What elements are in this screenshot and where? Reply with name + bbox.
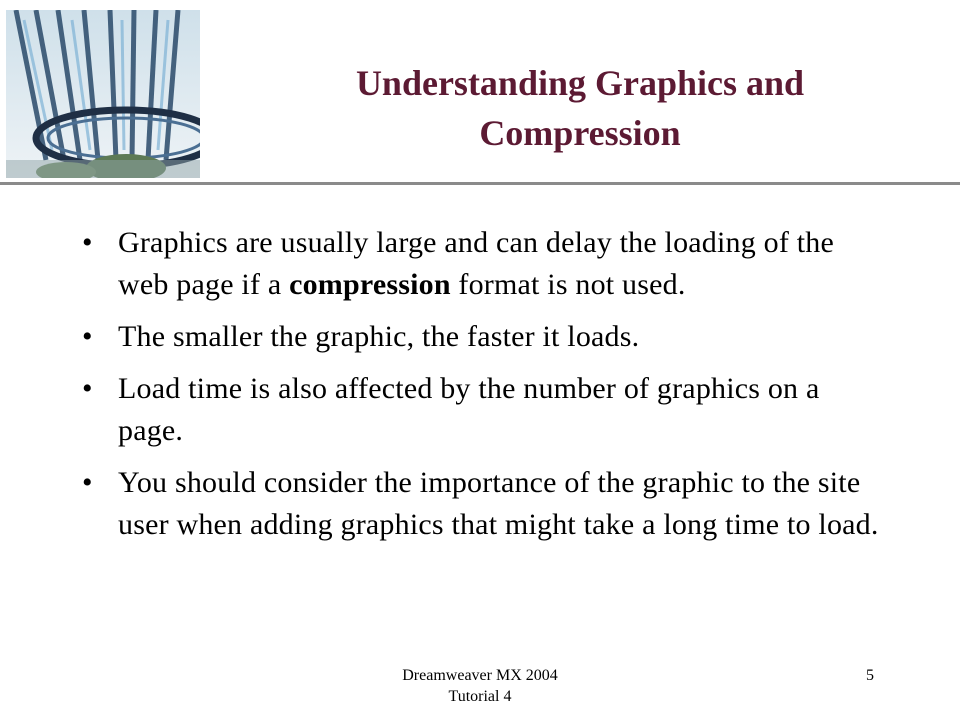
slide-title-line-1: Understanding Graphics and — [355, 63, 805, 103]
footer-caption — [330, 665, 630, 707]
bullet-item-2 — [80, 316, 880, 358]
slide-title-line-2: Compression — [479, 113, 681, 153]
bullet-marker: • — [82, 226, 93, 259]
bullet-item-3-text: Load time is also affected by the number of graphics on a page. — [118, 372, 820, 447]
bullet-list — [80, 222, 880, 556]
bullet-marker: • — [82, 372, 93, 405]
page-number: 5 — [866, 667, 874, 684]
footer-line-2: Tutorial 4 — [448, 688, 512, 705]
slide-title — [270, 58, 890, 158]
bullet-item-2-text: The smaller the graphic, the faster it loads. — [118, 320, 640, 353]
bullet-item-1-text-before: Graphics are usually large and can delay the loading of the web page if a — [118, 226, 834, 301]
bullet-marker: • — [82, 466, 93, 499]
bullet-item-3 — [80, 368, 880, 452]
bullet-marker: • — [82, 320, 93, 353]
bullet-item-1-bold-term: compression — [289, 268, 451, 301]
header-decorative-photo — [6, 10, 200, 178]
bullet-item-4-text: You should consider the importance of the graphic to the site user when adding graphics that might take a long time to load. — [118, 466, 879, 541]
bullet-item-1 — [80, 222, 880, 306]
bullet-item-1-text-after: format is not used. — [450, 268, 686, 301]
footer-line-1: Dreamweaver MX 2004 — [402, 667, 558, 684]
bullet-item-4 — [80, 462, 880, 546]
header-divider — [0, 182, 960, 185]
